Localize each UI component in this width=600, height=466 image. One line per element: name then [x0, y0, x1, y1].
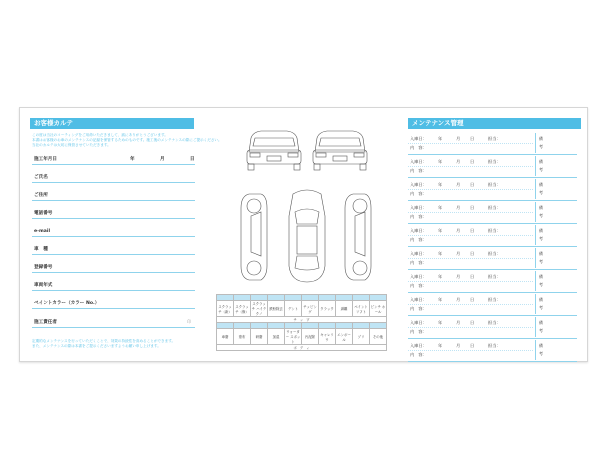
- record-date-label: 年: [438, 320, 443, 325]
- record-date-label: 年: [438, 343, 443, 348]
- record-date-label: 月: [456, 205, 461, 210]
- body-item: 汚泥除: [302, 329, 319, 345]
- body-item: 研磨: [251, 329, 268, 345]
- record-separator: [535, 248, 536, 268]
- chip-item: スクラッチ ハイテクノ: [251, 302, 267, 316]
- chip-item: クラック: [319, 301, 336, 317]
- record-note-label: 備考: [539, 136, 543, 149]
- intro-line: 当社のカルテは大切に保管させていただきます。: [32, 143, 111, 147]
- maintenance-record[interactable]: [408, 132, 577, 155]
- car-left-side-view-icon: [241, 194, 267, 280]
- record-date-label: 入庫日：: [410, 297, 427, 302]
- record-content-label: 内 容：: [410, 352, 427, 357]
- record-separator: [535, 271, 536, 291]
- body-item: 塗布: [234, 329, 251, 345]
- record-date-label: 担当：: [488, 297, 501, 302]
- maintenance-record[interactable]: [408, 178, 577, 201]
- chip-item: ピンチ ホール: [370, 301, 387, 317]
- record-date-label: 日: [470, 297, 475, 302]
- record-date-label: 日: [470, 320, 475, 325]
- record-note-label: 備考: [539, 343, 543, 356]
- record-separator: [535, 133, 536, 153]
- maintenance-record[interactable]: [408, 270, 577, 293]
- record-date-label: 月: [456, 297, 461, 302]
- record-date-label: 月: [456, 343, 461, 348]
- record-date-label: 担当：: [488, 343, 501, 348]
- seal-mark: 印: [187, 319, 191, 324]
- record-date-label: 入庫日：: [410, 251, 427, 256]
- record-content-label: 内 容：: [410, 214, 427, 219]
- maintenance-record-list: [408, 132, 577, 362]
- record-date-label: 月: [456, 159, 461, 164]
- record-content-label: 内 容：: [410, 168, 427, 173]
- intro-text: [32, 133, 222, 148]
- body-item: エンボール: [336, 329, 353, 345]
- record-note-label: 備考: [539, 274, 543, 287]
- record-separator: [535, 294, 536, 314]
- record-date-label: 月: [456, 136, 461, 141]
- record-note-label: 備考: [539, 320, 543, 333]
- record-date-label: 年: [438, 274, 443, 279]
- record-divider: [408, 189, 533, 190]
- car-rear-view-icon: [313, 131, 367, 170]
- record-note-label: 備考: [539, 251, 543, 264]
- record-date-label: 日: [470, 274, 475, 279]
- maintenance-title: メンテナンス管理: [408, 118, 581, 129]
- maintenance-record[interactable]: [408, 247, 577, 270]
- record-date-label: 日: [470, 251, 475, 256]
- record-date-label: 日: [470, 228, 475, 233]
- record-date-label: 年: [438, 136, 443, 141]
- record-note-label: 備考: [539, 159, 543, 172]
- record-note-label: 備考: [539, 205, 543, 218]
- field-email[interactable]: e-mail: [32, 222, 195, 237]
- record-date-label: 月: [456, 274, 461, 279]
- footnote-line: 定期的なメンテナンスを行っていただくことで、効果の持続性を高めることができます。: [32, 339, 176, 343]
- record-date-label: 担当：: [488, 274, 501, 279]
- record-separator: [535, 225, 536, 245]
- record-date-label: 入庫日：: [410, 274, 427, 279]
- body-caption: ボ デ ィ: [217, 345, 387, 351]
- record-divider: [408, 212, 533, 213]
- car-right-side-view-icon: [345, 194, 371, 280]
- record-separator: [535, 156, 536, 176]
- field-registration-number[interactable]: 登録番号: [32, 258, 195, 273]
- field-phone[interactable]: 電話番号: [32, 204, 195, 219]
- chip-item: スクラッチ（新）: [217, 301, 234, 317]
- chip-item: スクラッチ（修）: [234, 301, 251, 317]
- record-date-label: 月: [456, 228, 461, 233]
- record-date-label: 年: [438, 297, 443, 302]
- record-date-label: 担当：: [488, 251, 501, 256]
- field-car-model[interactable]: 車 種: [32, 240, 195, 255]
- field-responsible-person[interactable]: 施工責任者 印: [32, 313, 195, 328]
- chip-item: チッピング: [302, 301, 319, 317]
- record-divider: [408, 281, 533, 282]
- record-divider: [408, 166, 533, 167]
- record-date-label: 日: [470, 343, 475, 348]
- record-date-label: 入庫日：: [410, 320, 427, 325]
- record-content-label: 内 容：: [410, 306, 427, 311]
- maintenance-record[interactable]: [408, 224, 577, 247]
- body-item: 加湿: [268, 329, 285, 345]
- car-top-view-icon: [289, 190, 325, 282]
- field-paint-color[interactable]: ペイントカラー（カラー No.）: [32, 294, 195, 309]
- record-note-label: 備考: [539, 228, 543, 241]
- intro-line: 本書はお客様のお車のメンテナンスの記録を保管するためのものです。施工後のメンテナンスの際にご提示ください。: [32, 138, 222, 142]
- customer-record-sheet: [19, 107, 588, 362]
- record-date-label: 年: [438, 159, 443, 164]
- maintenance-record[interactable]: [408, 201, 577, 224]
- record-date-label: 担当：: [488, 228, 501, 233]
- record-divider: [408, 143, 533, 144]
- footnote-line: また、メンテナンスの際は本書をご提示くださいますようお願い申し上げます。: [32, 344, 161, 348]
- record-date-label: 月: [456, 320, 461, 325]
- record-date-label: 入庫日：: [410, 205, 427, 210]
- record-separator: [535, 340, 536, 360]
- record-date-label: 日: [470, 159, 475, 164]
- record-date-label: 年: [438, 251, 443, 256]
- body-item: 車磨: [217, 329, 234, 345]
- chip-item: 剥離: [336, 301, 353, 317]
- body-item: ゾリ: [353, 329, 370, 345]
- record-note-label: 備考: [539, 297, 543, 310]
- chip-item: 鉄粉除去: [268, 301, 285, 317]
- record-date-label: 月: [456, 251, 461, 256]
- record-content-label: 内 容：: [410, 260, 427, 265]
- record-separator: [535, 317, 536, 337]
- record-separator: [535, 202, 536, 222]
- record-date-label: 月: [456, 182, 461, 187]
- customer-record-title: お客様カルテ: [30, 118, 194, 129]
- record-content-label: 内 容：: [410, 145, 427, 150]
- body-item: その他: [370, 329, 387, 345]
- record-divider: [408, 327, 533, 328]
- record-date-label: 年: [438, 182, 443, 187]
- maintenance-record[interactable]: [408, 316, 577, 339]
- record-date-label: 担当：: [488, 182, 501, 187]
- footnote-text: [32, 339, 202, 349]
- field-address[interactable]: ご住所: [32, 186, 195, 201]
- record-date-label: 日: [470, 205, 475, 210]
- record-divider: [408, 350, 533, 351]
- record-content-label: 内 容：: [410, 329, 427, 334]
- record-divider: [408, 304, 533, 305]
- record-note-label: 備考: [539, 182, 543, 195]
- record-content-label: 内 容：: [410, 283, 427, 288]
- maintenance-record[interactable]: [408, 339, 577, 362]
- chip-item: デント: [285, 301, 302, 317]
- maintenance-record[interactable]: [408, 155, 577, 178]
- record-date-label: 日: [470, 136, 475, 141]
- record-date-label: 担当：: [488, 159, 501, 164]
- record-divider: [408, 258, 533, 259]
- chip-caption: チ ッ プ: [217, 317, 387, 323]
- car-diagram: [227, 116, 387, 286]
- field-model-year[interactable]: 車両年式: [32, 276, 195, 291]
- field-install-date[interactable]: 施工年月日 年 月 日: [32, 150, 195, 165]
- record-date-label: 担当：: [488, 136, 501, 141]
- record-date-label: 入庫日：: [410, 136, 427, 141]
- record-divider: [408, 235, 533, 236]
- field-name[interactable]: ご氏名: [32, 168, 195, 183]
- body-service-table: [216, 322, 387, 351]
- record-date-label: 年: [438, 228, 443, 233]
- car-front-view-icon: [247, 131, 301, 170]
- record-date-label: 入庫日：: [410, 159, 427, 164]
- record-content-label: 内 容：: [410, 237, 427, 242]
- chip-item: ペイント リフト: [353, 301, 370, 317]
- record-separator: [535, 179, 536, 199]
- body-item: ウォーター スポット: [285, 330, 301, 344]
- intro-line: この度は当社のコーティングをご用命いただきまして、誠にありがとうございます。: [32, 133, 168, 137]
- record-date-label: 担当：: [488, 320, 501, 325]
- record-date-label: 年: [438, 205, 443, 210]
- record-date-label: 入庫日：: [410, 228, 427, 233]
- maintenance-record[interactable]: [408, 293, 577, 316]
- chip-damage-table: [216, 294, 387, 323]
- record-date-label: 日: [470, 182, 475, 187]
- record-date-label: 入庫日：: [410, 343, 427, 348]
- record-date-label: 入庫日：: [410, 182, 427, 187]
- record-date-label: 担当：: [488, 205, 501, 210]
- body-item: キャレリウ: [319, 329, 336, 345]
- record-content-label: 内 容：: [410, 191, 427, 196]
